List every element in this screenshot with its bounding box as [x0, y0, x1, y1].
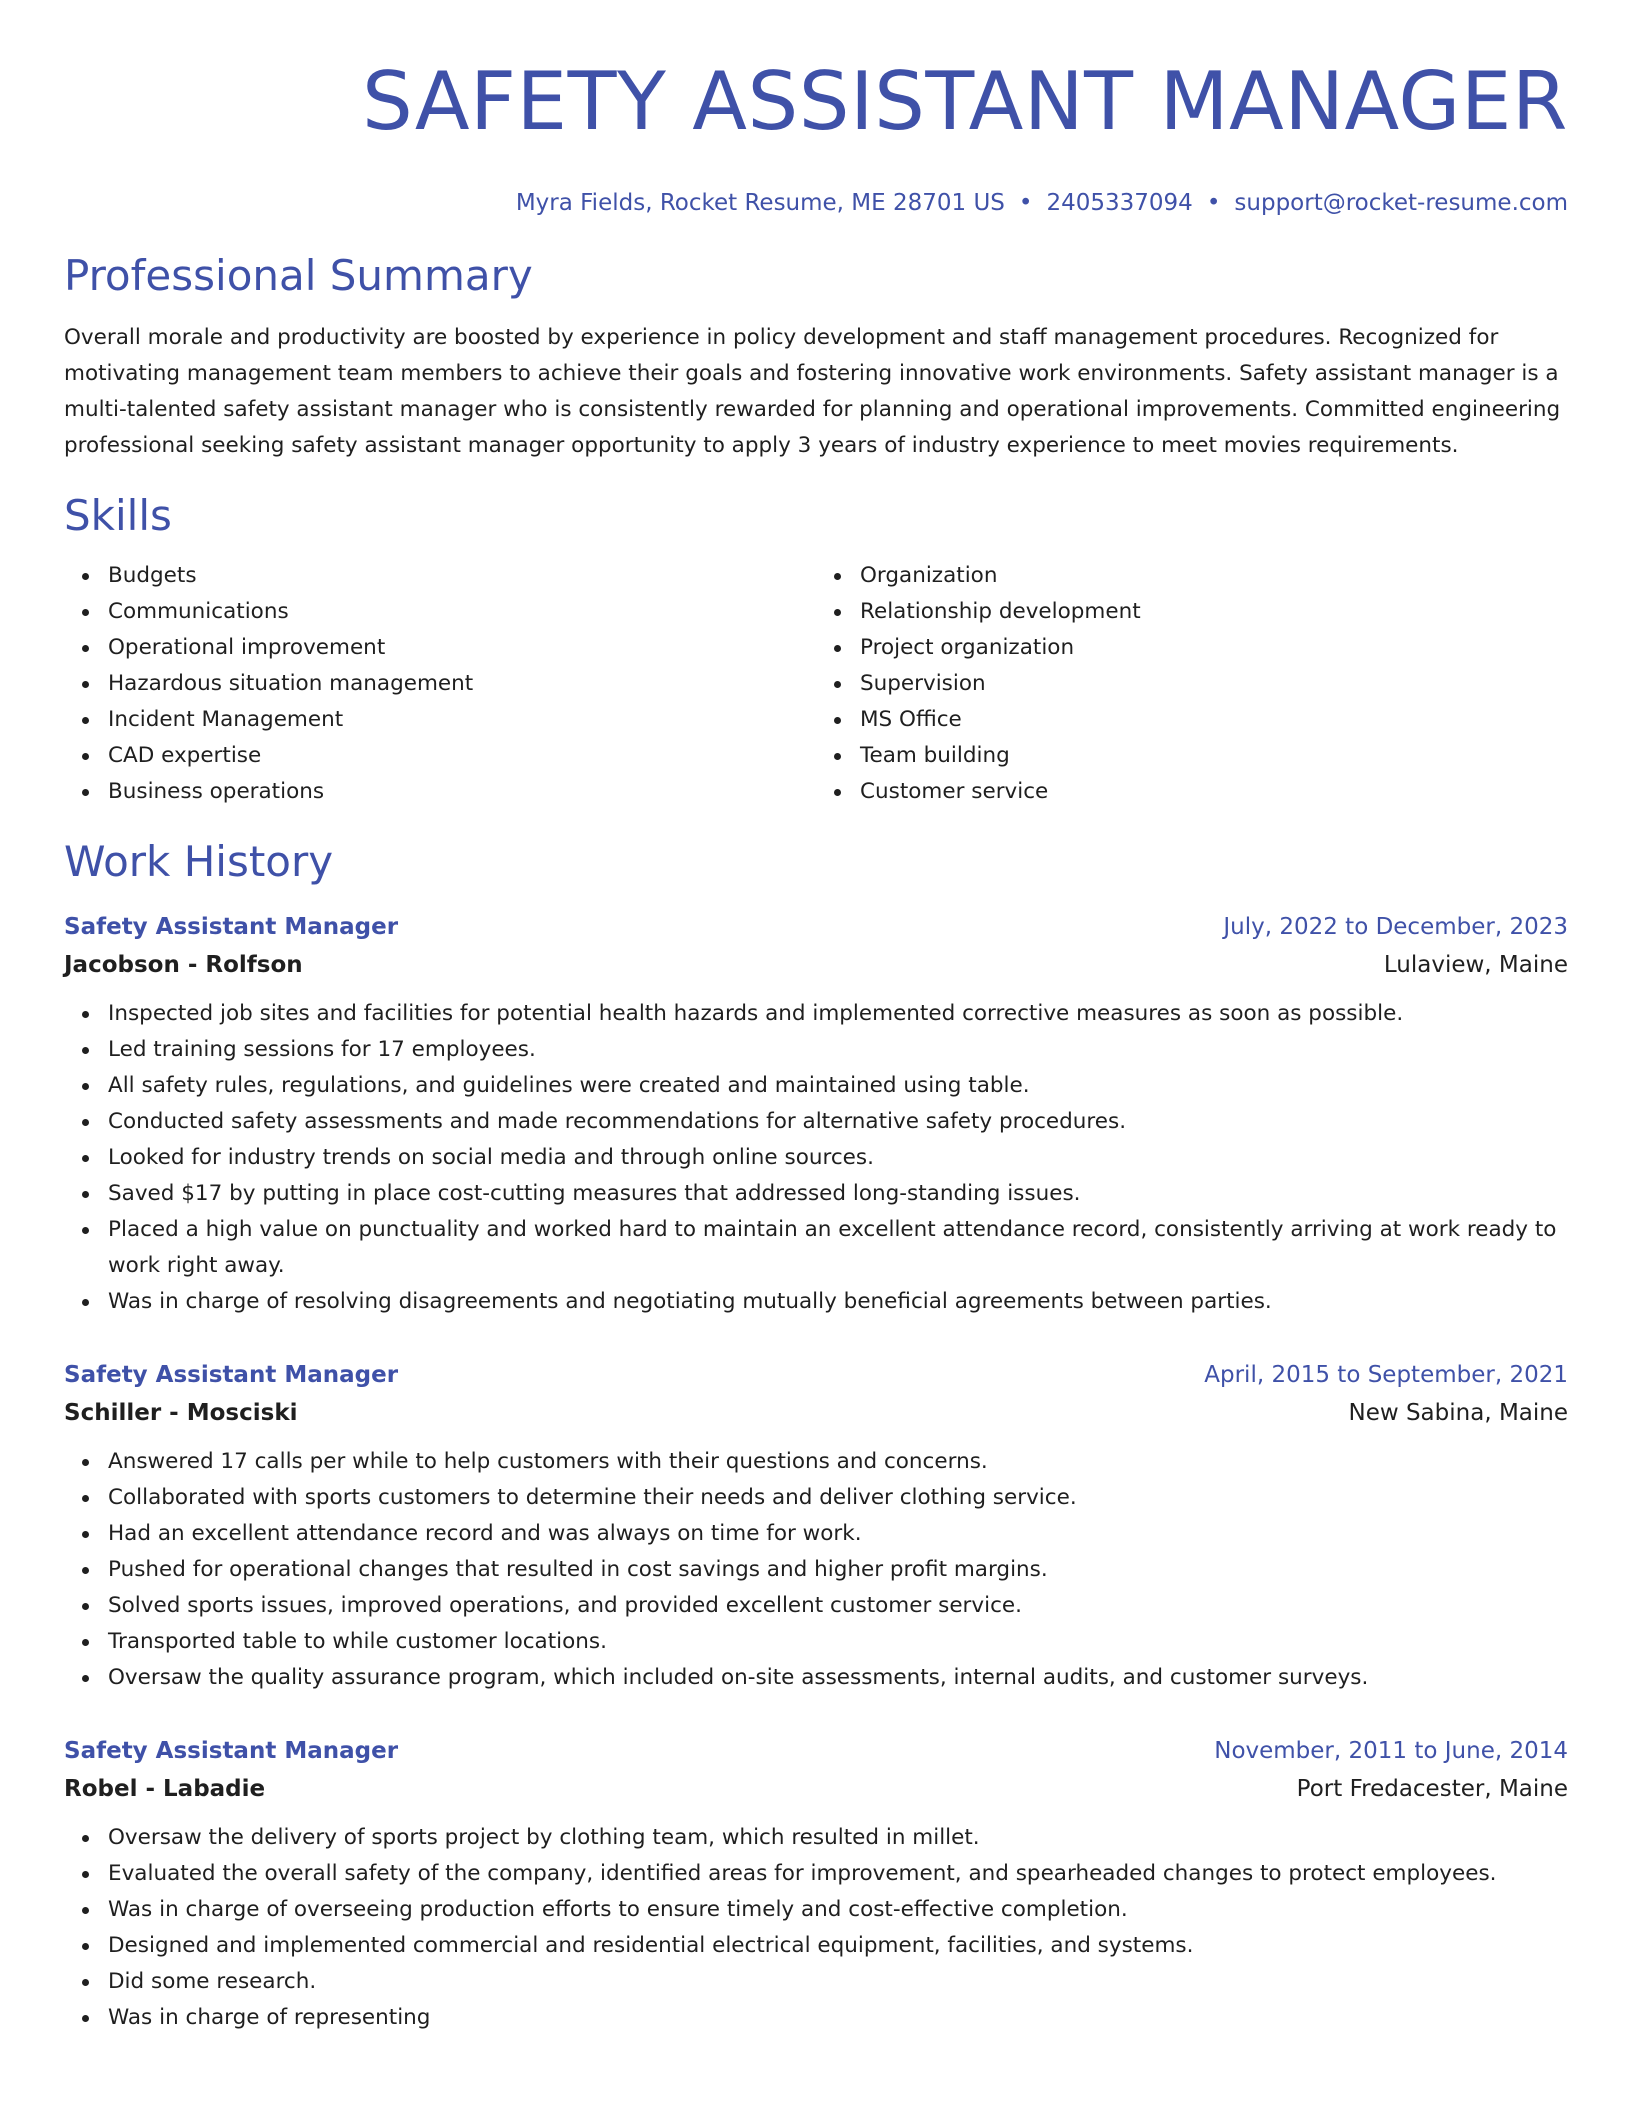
skill-item: CAD expertise — [108, 738, 816, 774]
work-history-section — [64, 834, 1568, 2036]
duty-item: Inspected job sites and facilities for potential health hazards and implemented corrective measures as soon as possible. — [108, 996, 1568, 1032]
job-company: Robel - Labadie — [64, 1776, 266, 1802]
contact-line — [64, 188, 1568, 218]
job-dates: April, 2015 to September, 2021 — [1204, 1362, 1568, 1388]
duty-item: Had an excellent attendance record and was always on time for work. — [108, 1516, 1568, 1552]
skill-item: Operational improvement — [108, 630, 816, 666]
job-company-row — [64, 1394, 1568, 1432]
duty-item: Saved $17 by putting in place cost-cutting measures that addressed long-standing issues. — [108, 1176, 1568, 1212]
skill-item: Supervision — [860, 666, 1568, 702]
job-duties — [64, 1820, 1568, 2036]
duty-item: All safety rules, regulations, and guidelines were created and maintained using table. — [108, 1068, 1568, 1104]
skills-list-left — [64, 558, 816, 810]
duty-item: Conducted safety assessments and made recommendations for alternative safety procedures. — [108, 1104, 1568, 1140]
duty-item: Transported table to while customer locations. — [108, 1624, 1568, 1660]
job-header-row — [64, 1732, 1568, 1770]
job-duties — [64, 1444, 1568, 1696]
skill-item: MS Office — [860, 702, 1568, 738]
resume-title: SAFETY ASSISTANT MANAGER — [362, 55, 1568, 148]
summary-heading: Professional Summary — [64, 251, 533, 300]
job-location: Port Fredacester, Maine — [1296, 1776, 1568, 1802]
duty-item: Looked for industry trends on social media and through online sources. — [108, 1140, 1568, 1176]
duty-item: Did some research. — [108, 1964, 1568, 2000]
skill-item: Organization — [860, 558, 1568, 594]
contact-separator: • — [1018, 190, 1033, 216]
job-company: Jacobson - Rolfson — [64, 952, 303, 978]
contact-phone: 2405337094 — [1046, 190, 1193, 216]
duty-item: Led training sessions for 17 employees. — [108, 1032, 1568, 1068]
job-entry — [64, 1732, 1568, 2036]
skill-item: Hazardous situation management — [108, 666, 816, 702]
duty-item: Placed a high value on punctuality and worked hard to maintain an excellent attendance record, consistently arriving at work ready to work right away. — [108, 1212, 1568, 1284]
skills-section — [64, 488, 1568, 810]
job-duties — [64, 996, 1568, 1320]
skill-item: Business operations — [108, 774, 816, 810]
job-role: Safety Assistant Manager — [64, 914, 399, 940]
job-role: Safety Assistant Manager — [64, 1738, 399, 1764]
duty-item: Collaborated with sports customers to determine their needs and deliver clothing service. — [108, 1480, 1568, 1516]
job-header-row — [64, 908, 1568, 946]
duty-item: Evaluated the overall safety of the company, identified areas for improvement, and spearheaded changes to protect employees. — [108, 1856, 1568, 1892]
summary-text: Overall morale and productivity are boosted by experience in policy development and staff management procedures. Recognized for motivating management team members to achieve their goals and fostering innovative work environments. Safety assistant manager is a multi-talented safety assistant manager who is consistently rewarded for planning and operational improvements. Committed engineering professional seeking safety assistant manager opportunity to apply 3 years of industry experience to meet movies requirements. — [64, 325, 1561, 458]
duty-item: Oversaw the delivery of sports project by clothing team, which resulted in millet. — [108, 1820, 1568, 1856]
duty-item: Solved sports issues, improved operations, and provided excellent customer service. — [108, 1588, 1568, 1624]
duty-item: Answered 17 calls per while to help customers with their questions and concerns. — [108, 1444, 1568, 1480]
skills-heading: Skills — [64, 491, 172, 540]
contact-email: support@rocket-resume.com — [1234, 190, 1568, 216]
skill-item: Incident Management — [108, 702, 816, 738]
job-dates: November, 2011 to June, 2014 — [1214, 1738, 1568, 1764]
job-location: New Sabina, Maine — [1348, 1400, 1568, 1426]
skills-grid — [64, 558, 1568, 810]
contact-address: Myra Fields, Rocket Resume, ME 28701 US — [515, 190, 1005, 216]
skill-item: Team building — [860, 738, 1568, 774]
job-header-row — [64, 1356, 1568, 1394]
job-company: Schiller - Mosciski — [64, 1400, 298, 1426]
job-company-row — [64, 1770, 1568, 1808]
duty-item: Pushed for operational changes that resulted in cost savings and higher profit margins. — [108, 1552, 1568, 1588]
skill-item: Communications — [108, 594, 816, 630]
duty-item: Was in charge of representing — [108, 2000, 1568, 2036]
skills-list-right — [816, 558, 1568, 810]
job-dates: July, 2022 to December, 2023 — [1223, 914, 1568, 940]
job-company-row — [64, 946, 1568, 984]
duty-item: Designed and implemented commercial and residential electrical equipment, facilities, and systems. — [108, 1928, 1568, 1964]
duty-item: Oversaw the quality assurance program, which included on-site assessments, internal audits, and customer surveys. — [108, 1660, 1568, 1696]
job-entry — [64, 908, 1568, 1320]
contact-separator: • — [1206, 190, 1221, 216]
skill-item: Customer service — [860, 774, 1568, 810]
duty-item: Was in charge of resolving disagreements and negotiating mutually beneficial agreements between parties. — [108, 1284, 1568, 1320]
duty-item: Was in charge of overseeing production efforts to ensure timely and cost-effective completion. — [108, 1892, 1568, 1928]
summary-section — [64, 248, 1568, 464]
job-entry — [64, 1356, 1568, 1696]
skill-item: Project organization — [860, 630, 1568, 666]
job-location: Lulaview, Maine — [1383, 952, 1568, 978]
resume-header — [64, 0, 1568, 218]
skill-item: Relationship development — [860, 594, 1568, 630]
work-history-heading: Work History — [64, 837, 334, 886]
job-role: Safety Assistant Manager — [64, 1362, 399, 1388]
skill-item: Budgets — [108, 558, 816, 594]
